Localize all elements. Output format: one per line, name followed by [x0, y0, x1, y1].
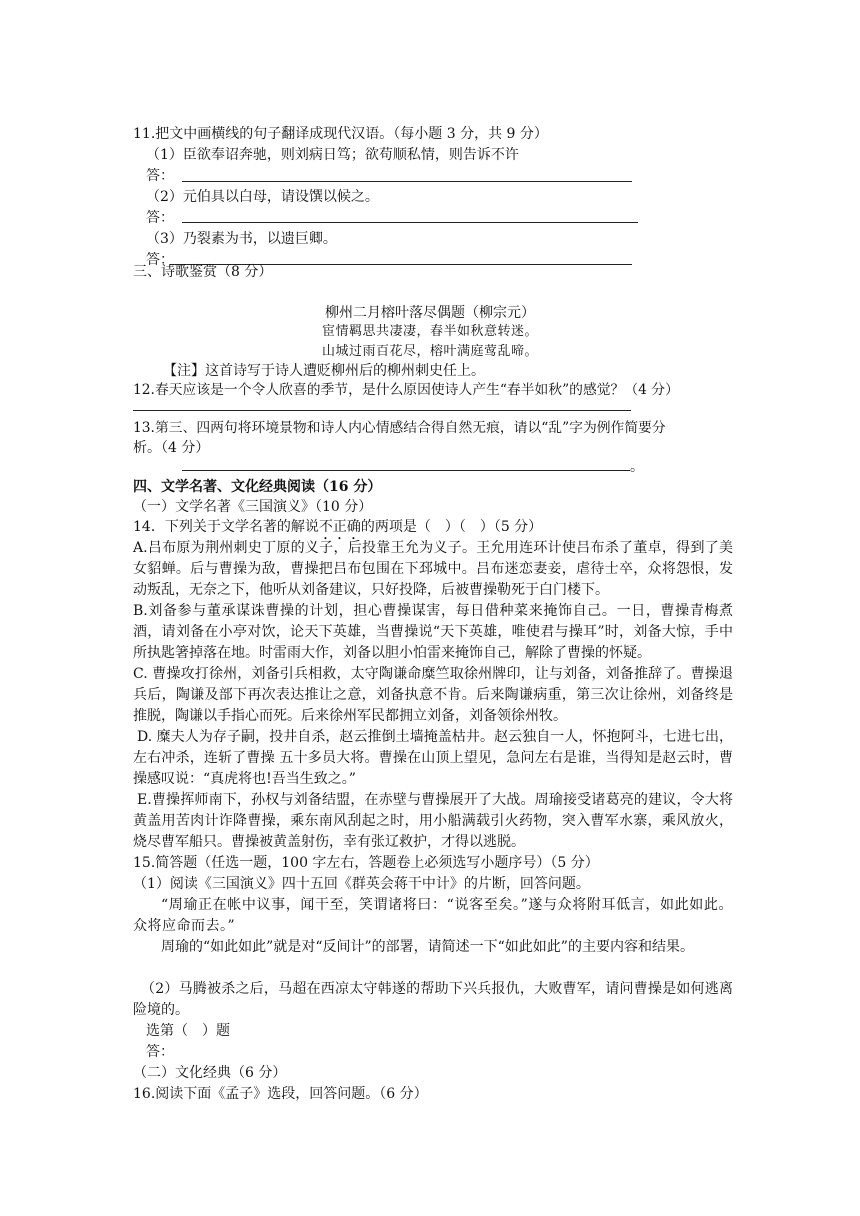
q14-option-e: E.曹操挥师南下，孙权与刘备结盟，在赤壁与曹操展开了大战。周瑜接受诸葛亮的建议，令大将黄盖用苦肉计诈降曹操，乘东南风刮起之时，用小船满载引火药物，突入曹军水寨，乘风放火，烧尽曹军船只。曹操被黄盖射伤，幸有张辽救护，才得以逃脱。 [133, 792, 733, 850]
q13-line-2: 析。（4 分） [133, 440, 210, 456]
q14-option-c: C. 曹操攻打徐州，刘备引兵相救，太守陶谦命糜竺取徐州牌印，让与刘备，刘备推辞了。曹操退兵后，陶谦及部下再次表达推让之意，刘备执意不肯。后来陶谦病重，第三次让徐州，刘备终是推脱，陶谦以手指心而死。后来徐州军民都拥立刘备，刘备领徐州牧。 [133, 666, 733, 724]
q14-option-d: D. 糜夫人为存子嗣，投井自杀，赵云推倒土墙掩盖枯井。赵云独自一人，怀抱阿斗，七进七出，左右冲杀，连斩了曹操 五十多员大将。曹操在山顶上望见，急问左右是谁，当得知是赵云时，曹操感叹说：“真虎将也!吾当生致之。” [133, 729, 733, 787]
q11-answer-label-2: 答： [146, 210, 174, 226]
q11-answer-line-1[interactable] [182, 181, 632, 182]
q11-answer-line-2[interactable] [182, 222, 638, 223]
poem-note: 【注】这首诗写于诗人遭贬柳州后的柳州刺史任上。 [163, 363, 485, 379]
section3-heading: 三、诗歌鉴赏（8 分） [133, 264, 273, 280]
q11-answer-label-3: 答： [146, 252, 174, 268]
q11-item-2: （2）元伯具以白母，请设馔以候之。 [146, 189, 379, 205]
q12-text: 12.春天应该是一个令人欣喜的季节，是什么原因使诗人产生“春半如秋”的感觉？（4 分） [133, 382, 679, 398]
q11-item-1: （1）臣欲奉诏奔驰，则刘病日笃；欲苟顺私情，则告诉不许 [146, 147, 519, 163]
poem-title: 柳州二月榕叶落尽偶题（柳宗元） [325, 305, 535, 321]
q11-title: 11.把文中画横线的句子翻译成现代汉语。（每小题 3 分，共 9 分） [133, 126, 548, 142]
q14-stem-post: 的两项是（ ）（ ）（5 分） [360, 519, 543, 535]
section4-sub1: （一）文学名著《三国演义》（10 分） [133, 499, 373, 515]
section4-sub2: （二）文化经典（6 分） [133, 1065, 287, 1081]
q11-answer-label-1: 答： [146, 168, 174, 184]
q15-sub-1-question: 周瑜的“如此如此”就是对“反间计”的部署，请简述一下“如此如此”的主要内容和结果。 [161, 939, 694, 955]
q15-sub-1: （1）阅读《三国演义》四十五回《群英会蒋干中计》的片断，回答问题。 [133, 876, 590, 892]
q13-line-1: 13.第三、四两句将环境景物和诗人内心情感结合得自然无痕，请以“乱”字为例作简要分 [133, 420, 666, 436]
q16-title: 16.阅读下面《孟子》选段，回答问题。（6 分） [133, 1086, 428, 1102]
q12-answer-line[interactable] [133, 410, 631, 411]
q14-option-b: B.刘备参与董承谋诛曹操的计划，担心曹操谋害，每日借种菜来掩饰自己。一日，曹操青梅煮酒，请刘备在小亭对饮，论天下英雄，当曹操说“天下英雄，唯使君与操耳”时，刘备大惊，手中所执匙箸掉落在地。时雷雨大作，刘备以胆小怕雷来掩饰自己，解除了曹操的怀疑。 [133, 603, 733, 661]
q14-option-a: A.吕布原为荆州刺史丁原的义子，后投靠王允为义子。王允用连环计使吕布杀了董卓，得到了美女貂蝉。后与曹操为敌，曹操把吕布包围在下邳城中。吕布迷恋妻妾，虐待士卒，众将怨恨，发动叛乱，无奈之下，他听从刘备建议，只好投降，后被曹操勒死于白门楼下。 [133, 540, 733, 598]
section4-heading: 四、文学名著、文化经典阅读（16 分） [133, 479, 382, 495]
q15-choose: 选第（ ）题 [146, 1023, 230, 1039]
q13-end-mark: 。 [630, 459, 644, 475]
q15-sub-2: （2）马腾被杀之后，马超在西凉太守韩遂的帮助下兴兵报仇，大败曹军，请问曹操是如何逃离险境的。 [133, 981, 733, 1018]
q14-stem-pre: 14．下列关于文学名著的解说 [133, 519, 319, 535]
q15-title: 15.简答题（任选一题，100 字左右，答题卷上必须选写小题序号）（5 分） [133, 855, 599, 871]
poem-line-2: 山城过雨百花尽，榕叶满庭莺乱啼。 [321, 344, 538, 359]
q14-stem-emphasis: 不正确 [318, 519, 361, 535]
poem-line-1: 宦情羁思共凄凄，春半如秋意转迷。 [321, 324, 538, 339]
q11-item-3: （3）乃裂素为书，以遗巨卿。 [146, 231, 337, 247]
q13-answer-line[interactable] [182, 470, 630, 471]
q15-sub-1-quote: “周瑜正在帐中议事，闻干至，笑谓诸将曰：“说客至矣。”遂与众将附耳低言，如此如此。众将应命而去。” [133, 897, 733, 934]
q15-answer-label: 答： [146, 1044, 174, 1060]
